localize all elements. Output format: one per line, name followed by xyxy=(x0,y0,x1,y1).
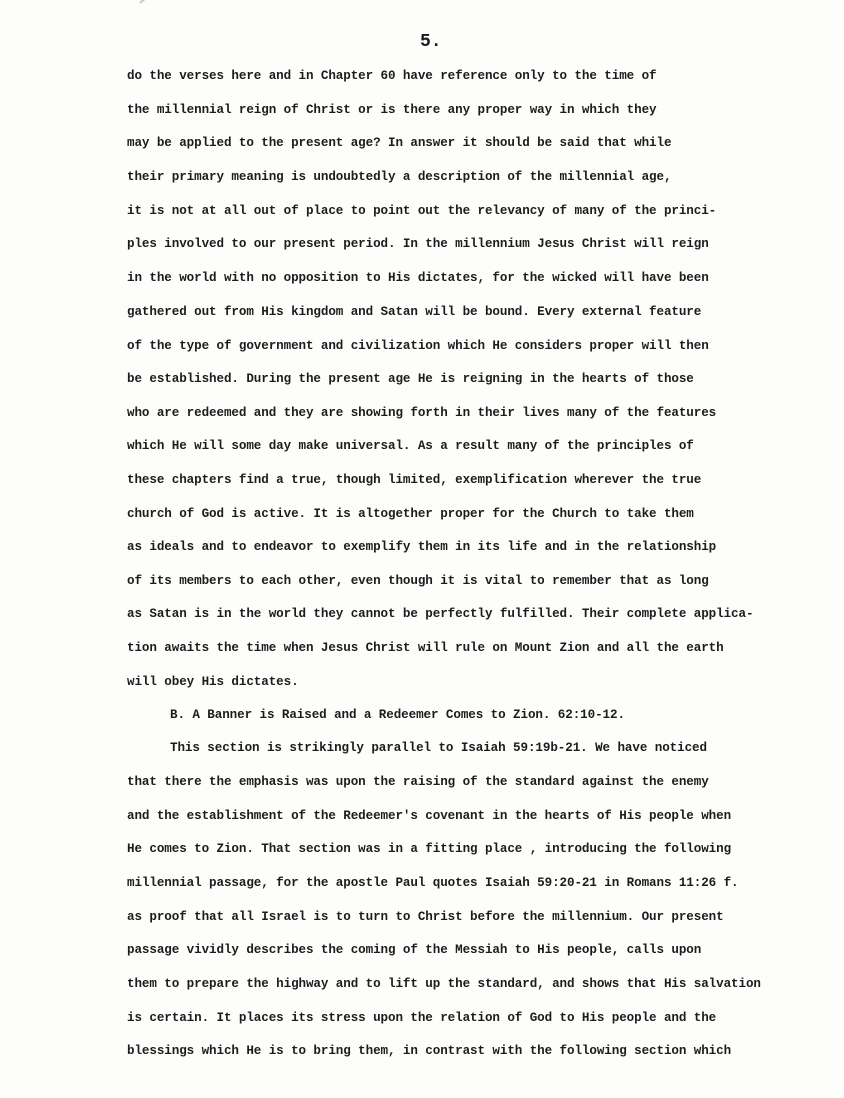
text-line: these chapters find a true, though limited, exemplification wherever the true xyxy=(127,473,702,487)
text-line: may be applied to the present age? In answer it should be said that while xyxy=(127,136,672,150)
page-number: 5. xyxy=(420,32,442,52)
text-line: as proof that all Israel is to turn to Christ before the millennium. Our present xyxy=(127,910,724,924)
text-line: passage vividly describes the coming of the Messiah to His people, calls upon xyxy=(127,943,702,957)
text-line: of the type of government and civilization which He considers proper will then xyxy=(127,339,709,353)
text-line: church of God is active. It is altogether proper for the Church to take them xyxy=(127,507,694,521)
text-line: is certain. It places its stress upon the relation of God to His people and the xyxy=(127,1011,717,1025)
text-line: do the verses here and in Chapter 60 have reference only to the time of xyxy=(127,69,657,83)
text-line: it is not at all out of place to point out the relevancy of many of the princi- xyxy=(127,204,717,218)
text-line: blessings which He is to bring them, in contrast with the following section which xyxy=(127,1044,732,1058)
text-line: as Satan is in the world they cannot be perfectly fulfilled. Their complete applica- xyxy=(127,607,754,621)
text-line: of its members to each other, even though it is vital to remember that as long xyxy=(127,574,709,588)
text-line: and the establishment of the Redeemer's covenant in the hearts of His people when xyxy=(127,809,732,823)
text-line: the millennial reign of Christ or is there any proper way in which they xyxy=(127,103,657,117)
text-line: He comes to Zion. That section was in a fitting place , introducing the following xyxy=(127,842,732,856)
text-line: as ideals and to endeavor to exemplify them in its life and in the relationship xyxy=(127,540,717,554)
text-line: This section is strikingly parallel to Isaiah 59:19b-21. We have noticed xyxy=(170,741,707,755)
text-line: in the world with no opposition to His dictates, for the wicked will have been xyxy=(127,271,709,285)
text-line: who are redeemed and they are showing forth in their lives many of the features xyxy=(127,406,717,420)
text-line: tion awaits the time when Jesus Christ will rule on Mount Zion and all the earth xyxy=(127,641,724,655)
text-line: that there the emphasis was upon the raising of the standard against the enemy xyxy=(127,775,709,789)
section-heading: B. A Banner is Raised and a Redeemer Comes to Zion. 62:10-12. xyxy=(170,708,625,722)
text-line: gathered out from His kingdom and Satan will be bound. Every external feature xyxy=(127,305,702,319)
text-line: be established. During the present age He is reigning in the hearts of those xyxy=(127,372,694,386)
text-line: which He will some day make universal. As a result many of the principles of xyxy=(127,439,694,453)
text-line: them to prepare the highway and to lift up the standard, and shows that His salvation xyxy=(127,977,761,991)
text-line: will obey His dictates. xyxy=(127,675,299,689)
text-line: millennial passage, for the apostle Paul quotes Isaiah 59:20-21 in Romans 11:26 f. xyxy=(127,876,739,890)
text-line: their primary meaning is undoubtedly a description of the millennial age, xyxy=(127,170,672,184)
text-line: ples involved to our present period. In the millennium Jesus Christ will reign xyxy=(127,237,709,251)
